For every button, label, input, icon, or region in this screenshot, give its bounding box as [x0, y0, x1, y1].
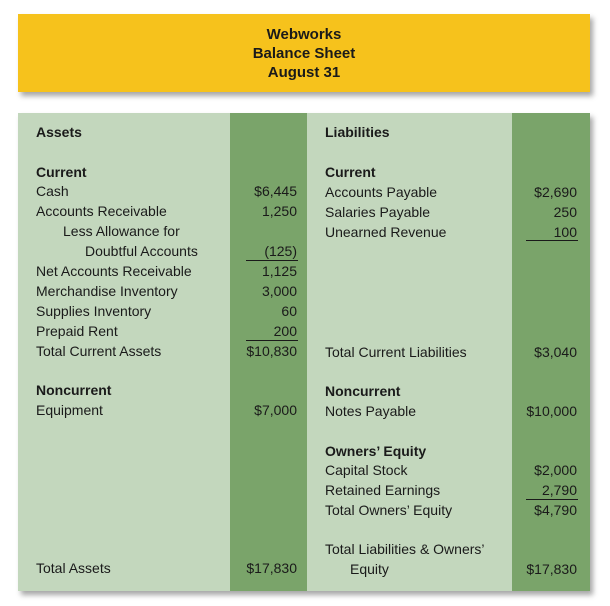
merchandise-label: Merchandise Inventory [36, 283, 178, 299]
unearned-revenue-value: 100 [553, 224, 577, 240]
total-liabilities-equity-label: Equity [350, 561, 389, 577]
statement-header [18, 14, 590, 92]
total-assets-value: $17,830 [246, 560, 297, 576]
allowance-underline [246, 260, 298, 261]
total-owners-equity-label: Total Owners’ Equity [325, 502, 453, 518]
retained-earnings-underline [526, 499, 578, 500]
cash-label: Cash [36, 183, 69, 199]
prepaid-rent-underline [246, 340, 298, 341]
net-ar-value: 1,125 [261, 263, 297, 279]
liabilities-heading: Liabilities [325, 124, 390, 140]
cash-value: $6,445 [254, 183, 297, 199]
owners-equity-heading: Owners’ Equity [325, 443, 427, 459]
accounts-payable-value: $2,690 [534, 184, 577, 200]
merchandise-value: 3,000 [261, 283, 297, 299]
allowance-label: Doubtful Accounts [85, 243, 198, 259]
total-liabilities-equity-value: $17,830 [526, 561, 577, 577]
supplies-value: 60 [281, 303, 297, 319]
equipment-label: Equipment [36, 402, 103, 418]
prepaid-rent-value: 200 [273, 323, 297, 339]
total-owners-equity-value: $4,790 [534, 502, 577, 518]
retained-earnings-value: 2,790 [541, 482, 577, 498]
total-current-liabilities-value: $3,040 [534, 344, 577, 360]
noncurrent-liabilities-heading: Noncurrent [325, 383, 401, 399]
capital-stock-label: Capital Stock [325, 462, 408, 478]
statement-title: Balance Sheet [252, 45, 356, 62]
capital-stock-value: $2,000 [534, 462, 577, 478]
statement-date: August 31 [267, 64, 341, 81]
notes-payable-value: $10,000 [526, 403, 577, 419]
assets-heading: Assets [36, 124, 82, 140]
notes-payable-label: Notes Payable [325, 403, 417, 419]
current-liabilities-heading: Current [325, 164, 376, 180]
total-current-liabilities-label: Total Current Liabilities [325, 344, 467, 360]
net-ar-label: Net Accounts Receivable [36, 263, 192, 279]
balance-sheet-panel [18, 113, 590, 591]
retained-earnings-label: Retained Earnings [325, 482, 441, 498]
salaries-payable-label: Salaries Payable [325, 204, 431, 220]
accounts-payable-label: Accounts Payable [325, 184, 438, 200]
allowance-label-line1: Less Allowance for [63, 223, 180, 239]
total-current-assets-value: $10,830 [246, 343, 297, 359]
supplies-label: Supplies Inventory [36, 303, 152, 319]
accounts-receivable-label: Accounts Receivable [36, 203, 167, 219]
equipment-value: $7,000 [254, 402, 297, 418]
noncurrent-assets-heading: Noncurrent [36, 382, 112, 398]
salaries-payable-value: 250 [553, 204, 577, 220]
total-assets-label: Total Assets [36, 560, 111, 576]
total-liabilities-equity-label-line1: Total Liabilities & Owners’ [325, 541, 485, 557]
company-name: Webworks [266, 26, 342, 43]
unearned-revenue-label: Unearned Revenue [325, 224, 447, 240]
current-assets-heading: Current [36, 164, 87, 180]
allowance-value: (125) [264, 243, 297, 259]
prepaid-rent-label: Prepaid Rent [36, 323, 118, 339]
unearned-revenue-underline [526, 240, 578, 241]
accounts-receivable-value: 1,250 [261, 203, 297, 219]
total-current-assets-label: Total Current Assets [36, 343, 162, 359]
